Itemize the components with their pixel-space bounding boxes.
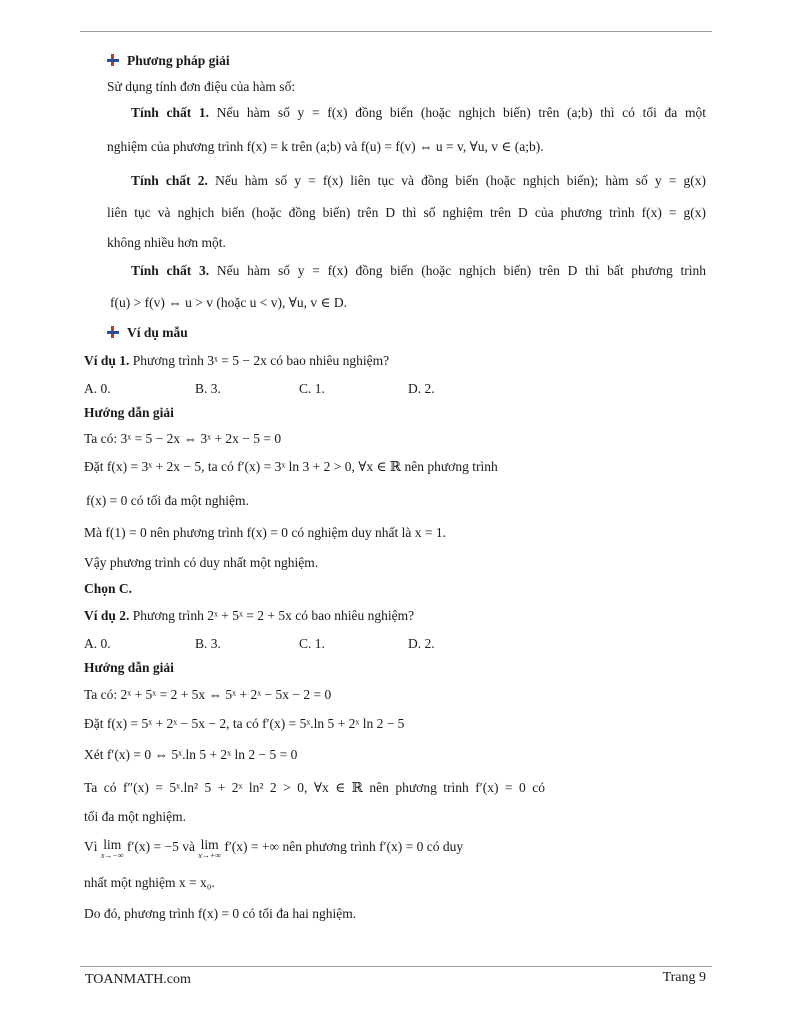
option-c: C. 1.: [299, 381, 325, 396]
bullet-icon: [107, 54, 119, 66]
footer-page-number: Trang 9: [662, 970, 706, 985]
method-intro: Sử dụng tính đơn điệu của hàm số:: [107, 79, 296, 94]
property-2-line-2: liên tục và nghịch biến (hoặc đồng biến) trên D thì số nghiệm trên D của phương trình f(x) = g(x): [107, 205, 706, 220]
example-1-step-2: Đặt f(x) = 3ˣ + 2x − 5, ta có f′(x) = 3ˣ ln 3 + 2 > 0, ∀x ∈ ℝ nên phương trình: [84, 459, 498, 474]
header-rule: [80, 31, 712, 32]
example-1-guide-heading: Hướng dẫn giải: [84, 405, 174, 420]
property-2-line-1: Tính chất 2. Nếu hàm số y = f(x) liên tục và đồng biến (hoặc nghịch biến); hàm số y = g(x): [131, 173, 707, 188]
example-2-step-1: Ta có: 2ˣ + 5ˣ = 2 + 5x ⇔ 5ˣ + 2ˣ − 5x − 2 = 0: [84, 687, 332, 702]
property-3-line-2: f(u) > f(v) ⇔ u > v (hoặc u < v), ∀u, v ∈ D.: [110, 295, 348, 310]
examples-heading: Ví dụ mẫu: [107, 324, 188, 342]
property-1-line-1: Tính chất 1. Nếu hàm số y = f(x) đồng biến (hoặc nghịch biến) trên (a;b) thì có tối đa một: [131, 105, 706, 120]
option-d: D. 2.: [408, 636, 435, 651]
example-1-step-1: Ta có: 3ˣ = 5 − 2x ⇔ 3ˣ + 2x − 5 = 0: [84, 431, 282, 446]
option-d: D. 2.: [408, 381, 435, 396]
example-1-step-5: Vậy phương trình có duy nhất một nghiệm.: [84, 555, 319, 570]
example-2-step-7: nhất một nghiệm x = x₀.: [84, 875, 215, 890]
option-b: B. 3.: [195, 636, 221, 651]
example-2-step-2: Đặt f(x) = 5ˣ + 2ˣ − 5x − 2, ta có f′(x) = 5ˣ.ln 5 + 2ˣ ln 2 − 5: [84, 716, 405, 731]
footer-site: TOANMATH.com: [85, 972, 191, 987]
property-2-line-3: không nhiều hơn một.: [107, 235, 226, 250]
limit-plus-infinity: lim x→+∞: [198, 837, 221, 860]
property-1-line-2: nghiệm của phương trình f(x) = k trên (a;b) và f(u) = f(v) ⇔ u = v, ∀u, v ∈ (a;b).: [107, 139, 544, 154]
method-heading: Phương pháp giải: [107, 52, 230, 70]
footer-rule: [80, 966, 712, 967]
example-1-question: Ví dụ 1. Phương trình 3ˣ = 5 − 2x có bao nhiêu nghiệm?: [84, 353, 390, 368]
example-1-step-4: Mà f(1) = 0 nên phương trình f(x) = 0 có nghiệm duy nhất là x = 1.: [84, 525, 446, 540]
example-2-step-4: Ta có f″(x) = 5ˣ.ln² 5 + 2ˣ ln² 2 > 0, ∀x ∈ ℝ nên phương trình f′(x) = 0 có: [84, 780, 545, 795]
example-2-step-6: Vì lim x→−∞ f′(x) = −5 và lim x→+∞ f′(x) = +∞ nên phương trình f′(x) = 0 có duy: [84, 837, 464, 860]
option-b: B. 3.: [195, 381, 221, 396]
limit-minus-infinity: lim x→−∞: [100, 837, 124, 860]
bullet-icon: [107, 326, 119, 338]
example-2-step-3: Xét f′(x) = 0 ⇔ 5ˣ.ln 5 + 2ˣ ln 2 − 5 = 0: [84, 747, 298, 762]
option-c: C. 1.: [299, 636, 325, 651]
option-a: A. 0.: [84, 636, 111, 651]
option-a: A. 0.: [84, 381, 111, 396]
example-2-guide-heading: Hướng dẫn giải: [84, 660, 174, 675]
example-1-answer: Chọn C.: [84, 581, 133, 596]
property-3-line-1: Tính chất 3. Nếu hàm số y = f(x) đồng biến (hoặc nghịch biến) trên D thì bất phương trình: [131, 263, 706, 278]
example-2-question: Ví dụ 2. Phương trình 2ˣ + 5ˣ = 2 + 5x có bao nhiêu nghiệm?: [84, 608, 415, 623]
example-2-step-5: tối đa một nghiệm.: [84, 809, 186, 824]
example-1-step-3: f(x) = 0 có tối đa một nghiệm.: [86, 493, 249, 508]
example-2-step-8: Do đó, phương trình f(x) = 0 có tối đa hai nghiệm.: [84, 906, 357, 921]
